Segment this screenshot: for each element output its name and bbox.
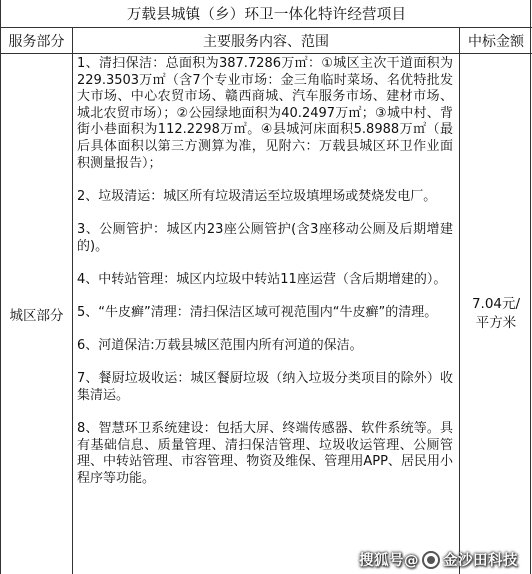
- watermark-name: 金沙田科技: [443, 553, 518, 569]
- content-item-smart-system: 8、智慧环卫系统建设：包括大屏、终端传感器、软件系统等。具有基础信息、质量管理、清扫保洁管理、垃圾收运管理、公厕管理、中转站管理、市容管理、物资及维保、管理用APP、居民用小程序等功能。: [77, 421, 453, 486]
- cell-area: 城区部分: [1, 54, 73, 574]
- header-service-part: 服务部分: [1, 28, 73, 54]
- content-item-toilet-care: 3、公厕管护：城区内23座公厕管护(含3座移动公厕及后期增建的)。: [77, 221, 453, 254]
- watermark-prefix: 搜狐号@: [359, 553, 419, 569]
- table-title: 万载县城镇（乡）环卫一体化特许经营项目: [1, 0, 532, 28]
- price-value: 7.04元/: [471, 296, 521, 312]
- content-item-garbage-transport: 2、垃圾清运：城区所有垃圾清运至垃圾填埋场或焚烧发电厂。: [77, 188, 437, 204]
- content-item-cleaning: 1、清扫保洁：总面积为387.7286万㎡：①城区主次干道面积为229.3503万㎡（含7个专业市场：金三角临时菜场、名优特批发大市场、中心农贸市场、赣西商城、汽车服务市场、建材市场、城北农贸市场）；②公园绿地面积为40.2497万㎡；③城中村、背街小巷面积为112.2298万㎡。④县城河床面积5.8988万㎡（最后具体面积以第三方测算为准，见附六：万载县城区环卫作业面积测量报告）；: [77, 56, 453, 171]
- cell-price: [460, 54, 532, 574]
- watermark-logo-icon: [422, 551, 440, 569]
- cell-content: [73, 54, 460, 574]
- content-item-kitchen-waste: 7、餐厨垃圾收运：城区餐厨垃圾（纳入垃圾分类项目的除外）收集清运。: [77, 371, 453, 403]
- price-unit: 平方米: [475, 315, 517, 331]
- content-item-river-cleaning: 6、河道保洁:万载县城区范围内所有河道的保洁。: [77, 338, 363, 354]
- watermark: [359, 549, 518, 570]
- content-item-transfer-station: 4、中转站管理：城区内垃圾中转站11座运营（含后期增建的）。: [77, 271, 447, 287]
- content-item-ad-removal: 5、“牛皮癣”清理：清扫保洁区域可视范围内“牛皮癣”的清理。: [77, 304, 438, 320]
- header-bid-amount: 中标金额: [460, 28, 532, 54]
- header-main-content: 主要服务内容、范围: [73, 28, 460, 54]
